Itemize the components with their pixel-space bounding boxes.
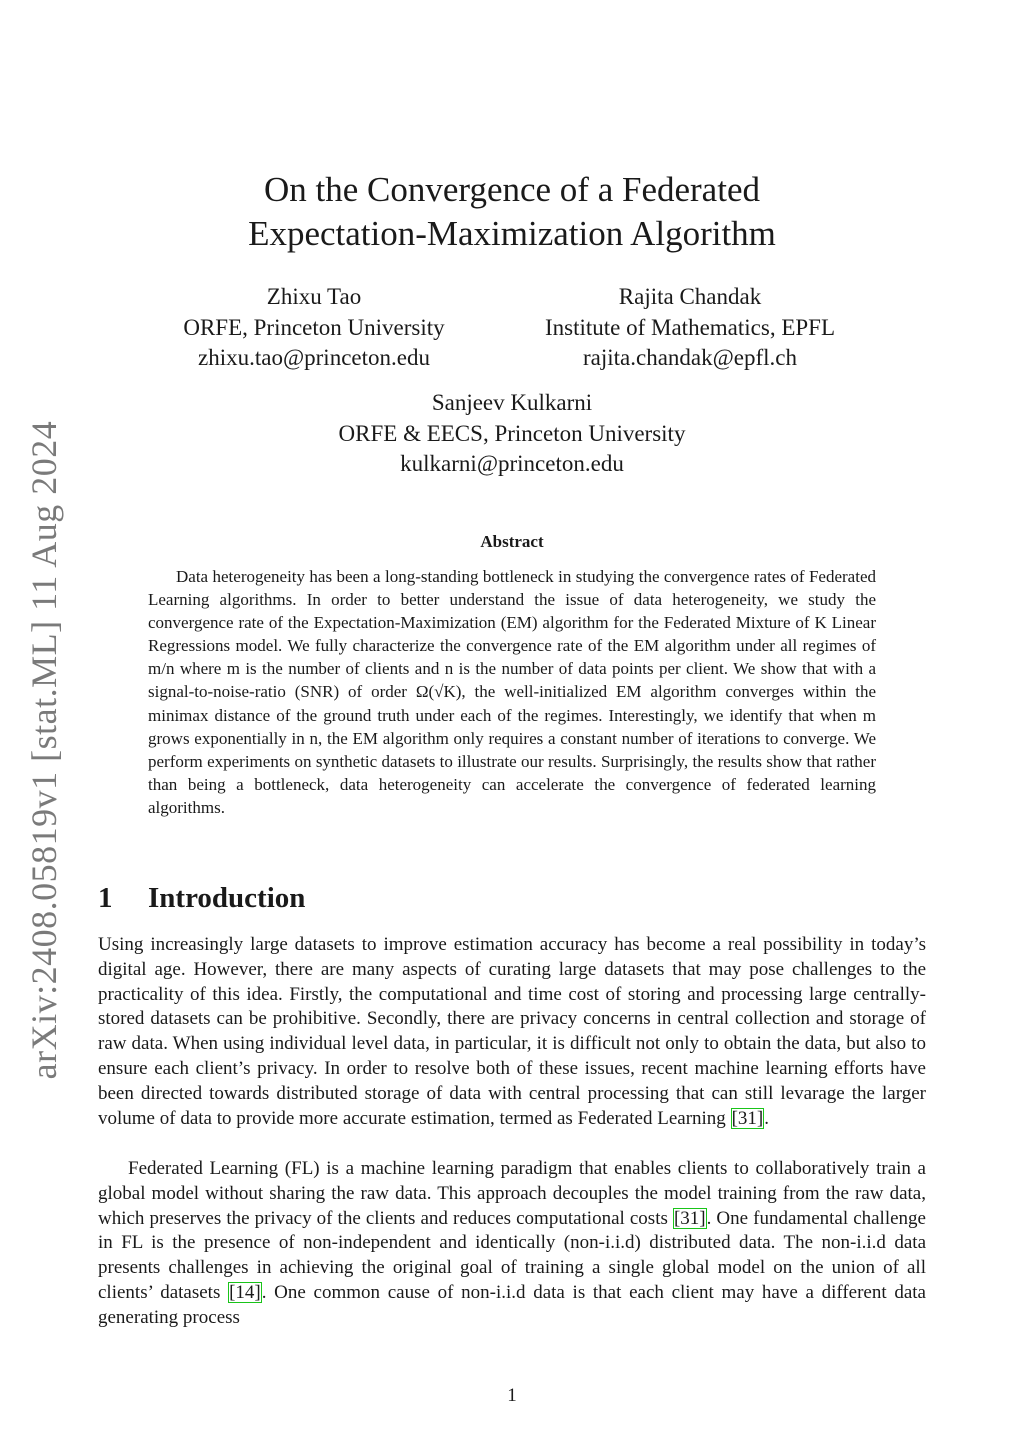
paper-title [0,168,1024,256]
author-name: Rajita Chandak [618,284,762,309]
citation-link[interactable]: [31] [731,1107,764,1129]
author-email: rajita.chandak@epfl.ch [582,345,798,370]
section-number: 1 [98,882,113,914]
arxiv-identifier-text: arXiv:2408.05819v1 [stat.ML] 11 Aug 2024 [24,420,64,1080]
paper-title-line-2: Expectation-Maximization Algorithm [248,214,776,253]
introduction-paragraph-2 [98,1157,926,1331]
paragraph-text: . [764,1107,769,1129]
author-name: Zhixu Tao [266,284,362,309]
author-email: kulkarni@princeton.edu [400,451,624,476]
introduction-paragraph-1 [98,933,926,1131]
author-block-3 [262,388,762,480]
paragraph-text: Using increasingly large datasets to improve estimation accuracy has become a real possibility in today’s digital age. However, there are many aspects of curating large datasets that may pose challenges to the practicality of this idea. Firstly, the computational and time cost of storing and processing large centrally-stored datasets can be prohibitive. Secondly, there are privacy concerns in central collection and storage of raw data. When using individual level data, in particular, it is difficult not only to obtain the data, but also to ensure each client’s privacy. In order to resolve both of these issues, recent machine learning efforts have been directed towards distributed storage of data with central processing that can still levarage the larger volume of data to provide more accurate estimation, termed as Federated Learning [98,934,926,1129]
citation-link[interactable]: [31] [673,1207,706,1229]
section-heading-introduction [98,878,305,918]
author-affiliation: ORFE, Princeton University [183,314,445,340]
paragraph-text: Federated Learning (FL) is a machine learning paradigm that enables clients to collaboratively train a global model without sharing the raw data. This approach decouples the model training from the raw data, which preserves the privacy of the clients and reduces computational costs [98,1158,926,1229]
author-block-1 [114,282,514,374]
paper-title-line-1: On the Convergence of a Federated [264,170,760,209]
paragraph-text: . One common cause of non-i.i.d data is that each client may have a different data generating process [98,1281,926,1328]
author-email: zhixu.tao@princeton.edu [198,345,430,370]
author-affiliation: ORFE & EECS, Princeton University [338,420,686,446]
abstract-text: Data heterogeneity has been a long-standing bottleneck in studying the convergence rates of Federated Learning algorithms. In order to better understand the issue of data heterogeneity, we study the convergence rate of the Expectation-Maximization (EM) algorithm for the Federated Mixture of K Linear Regressions model. We fully characterize the convergence rate of the EM algorithm under all regimes of m/n where m is the number of clients and n is the number of data points per client. We show that with a signal-to-noise-ratio (SNR) of order Ω(√K), the well-initialized EM algorithm converges within the minimax distance of the ground truth under each of the regimes. Interestingly, we identify that when m grows exponentially in n, the EM algorithm only requires a constant number of iterations to converge. We perform experiments on synthetic datasets to illustrate our results. Surprisingly, the results show that rather than being a bottleneck, data heterogeneity can accelerate the convergence of federated learning algorithms. [148,567,876,817]
abstract-heading: Abstract [480,532,544,551]
section-title: Introduction [148,882,306,914]
author-name: Sanjeev Kulkarni [431,390,593,415]
page-number: 1 [507,1385,517,1406]
paragraph-text: . One fundamental challenge in FL is the presence of non-independent and identically (non-i.i.d) distributed data. The non-i.i.d data presents challenges in achieving the original goal of training a single global model on the union of all clients’ datasets [98,1207,926,1303]
author-block-2 [490,282,890,374]
author-affiliation: Institute of Mathematics, EPFL [544,314,835,340]
citation-link[interactable]: [14] [229,1281,261,1303]
